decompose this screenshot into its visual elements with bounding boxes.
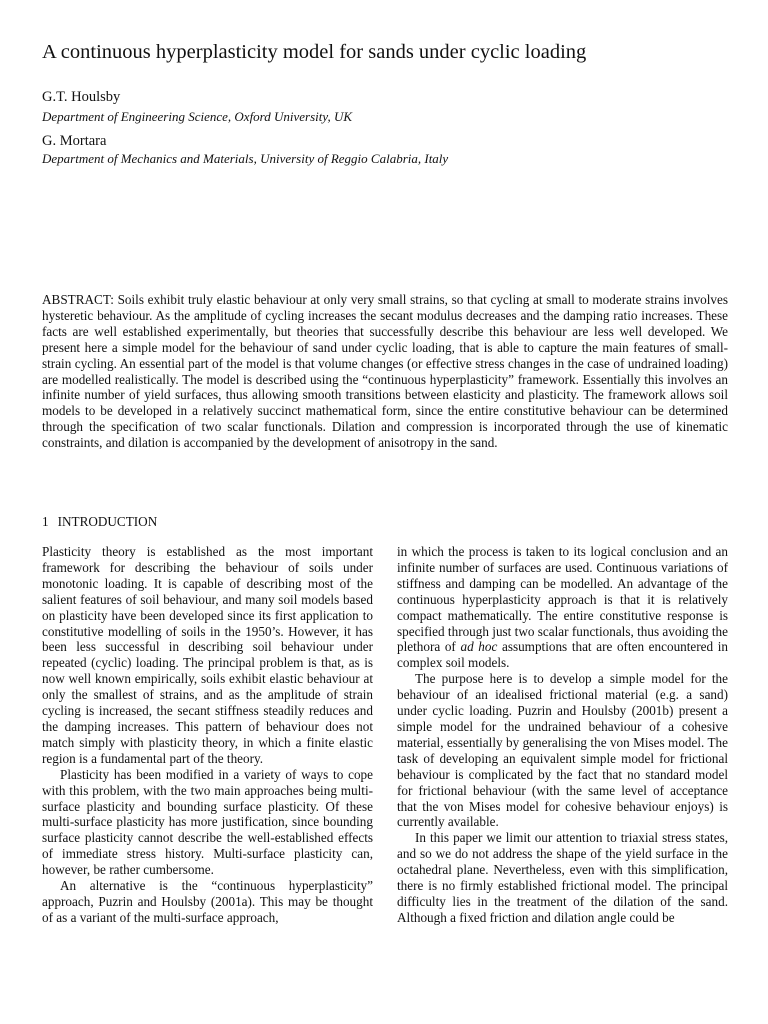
left-column [42,544,373,926]
paragraph: Plasticity has been modified in a variety of ways to cope with this problem, with the two main approaches being multi-surface plasticity and bounding surface plasticity. Of these multi-surface plasticity has more justification, since bounding surface plasticity cannot describe the well-established effects of immediate stress history. Multi-surface plasticity can, however, be rather cumbersome. [42,766,373,878]
author-name: G.T. Houlsby [42,89,121,105]
paragraph [397,544,728,671]
paragraph: In this paper we limit our attention to triaxial stress states, and so we do not address the shape of the yield surface in the octahedral plane. Nevertheless, even with this simplification, there is no firmly established frictional model. The principal difficulty lies in the treatment of the dilation of the sand. Although a fixed friction and dilation angle could be [397,830,728,925]
right-column [397,544,728,926]
section-title: INTRODUCTION [57,514,158,529]
italic-term: ad hoc [460,639,498,655]
abstract [42,292,728,451]
author-affiliation: Department of Engineering Science, Oxford University, UK [42,109,353,124]
author-name: G. Mortara [42,133,107,149]
section-heading [42,514,382,530]
abstract-text: Soils exhibit truly elastic behaviour at only very small strains, so that cycling at small to moderate strains involves hysteretic behaviour. As the amplitude of cycling increases the secant modulus decreases and the damping ratio increases. These facts are well established experimentally, but theories that successfully describe this behaviour are less well developed. We present here a simple model for the behaviour of sand under cyclic loading, that is able to capture the main features of small-strain cycling. An essential part of the model is that volume changes (or effective stress changes in the case of undrained loading) are modelled realistically. The model is described using the “continuous hyperplasticity” framework. Essentially this involves an infinite number of yield surfaces, thus allowing smooth transitions between elasticity and plasticity. The framework allows soil models to be developed in a relatively succinct mathematical form, since the entire constitutive behaviour can be determined through the specification of two scalar functionals. Dilation and compression is incorporated through the use of kinematic constraints, and dilation is accompanied by the development of anisotropy in the sand. [42,292,729,451]
paragraph: An alternative is the “continuous hyperplasticity” approach, Puzrin and Houlsby (2001a). This may be thought of as a variant of the multi-surface approach, [42,878,373,925]
paragraph-text: assumptions that are often encountered in complex soil models. [397,639,729,671]
paper-title: A continuous hyperplasticity model for sands under cyclic loading [42,41,587,63]
paragraph: Plasticity theory is established as the most important framework for describing the behaviour of soils under monotonic loading. It is capable of describing most of the salient features of soil behaviour, and many soil models based on plasticity have been developed since its first application to constitutive modelling of soils in the 1950’s. However, it has been less successful in describing soil behaviour under repeated (cyclic) loading. The principal problem is that, as is now well known empirically, soils exhibit elastic behaviour at only the smallest of strains, and as the amplitude of strain cycling is increased, the secant stiffness steadily reduces and the damping increases. This pattern of behaviour does not match simply with plasticity theory, in which a finite elastic region is a fundamental part of the theory. [42,544,373,766]
paragraph-text: in which the process is taken to its logical conclusion and an infinite number of surfaces are used. Continuous variations of stiffness and damping can be modelled. An advantage of the continuous hyperplasticity approach is that it is relatively compact mathematically. The entire constitutive response is specified through just two scalar functionals, thus avoiding the plethora of [397,544,728,655]
section-number: 1 [42,514,49,529]
paragraph: The purpose here is to develop a simple model for the behaviour of an idealised frictional material (e.g. a sand) under cyclic loading. Puzrin and Houlsby (2001b) present a simple model for the undrained behaviour of a cohesive material, essentially by generalising the von Mises model. The task of developing an equivalent simple model for frictional behaviour is complicated by the fact that no standard model for frictional behaviour (with the same level of acceptance that the von Mises model for cohesive behaviour enjoys) is currently available. [397,671,728,830]
abstract-label: ABSTRACT: [42,292,114,307]
author-affiliation: Department of Mechanics and Materials, University of Reggio Calabria, Italy [42,151,449,166]
